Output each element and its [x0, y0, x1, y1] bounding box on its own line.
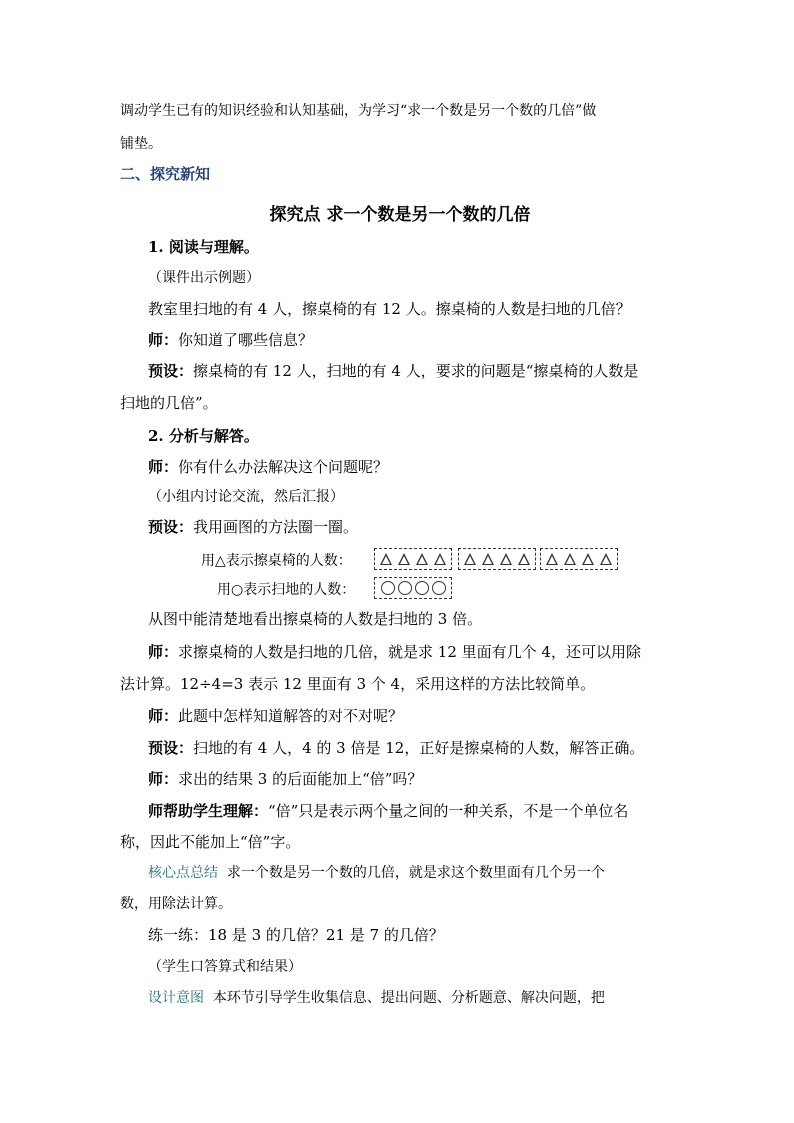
part2-teacher1-line [148, 457, 678, 477]
teacher-label: 师： [148, 331, 179, 349]
circle-icon [398, 581, 412, 595]
teacher-text: 求擦桌椅的人数是扫地的几倍，就是求 12 里面有几个 4，还可以用除 [178, 643, 641, 661]
practice-note: （学生口答算式和结果） [148, 959, 302, 975]
preset-label: 预设： [148, 362, 194, 380]
triangle-group-box [540, 548, 618, 570]
preset-text: 擦桌椅的有 12 人，扫地的有 4 人，要求的问题是“擦桌椅的人数是 [193, 362, 639, 380]
summary-label: 核心点总结 [148, 865, 218, 881]
help-label: 师帮助学生理解： [148, 802, 269, 820]
page-title: 探究点 求一个数是另一个数的几倍 [269, 205, 531, 225]
teacher-label: 师： [148, 643, 179, 661]
part2-teacher4-line [148, 769, 678, 789]
circle-icon [415, 581, 429, 595]
teacher-text: 求出的结果 3 的后面能加上“倍”吗？ [178, 770, 423, 788]
design-label: 设计意图 [148, 990, 204, 1006]
summary-continued: 数，用除法计算。 [120, 896, 232, 912]
part1-heading: 1. 阅读与理解。 [148, 238, 259, 256]
section-heading: 二、探究新知 [120, 165, 211, 183]
help-text: “倍”只是表示两个量之间的一种关系，不是一个单位名 [268, 802, 629, 820]
summary-line [148, 863, 678, 883]
part2-preset1-line [148, 517, 678, 537]
teacher-text: 你有什么办法解决这个问题呢？ [178, 458, 389, 476]
triangle-icon [518, 553, 530, 565]
circle-group-box [374, 577, 452, 599]
triangle-icon [380, 553, 392, 565]
design-text: 本环节引导学生收集信息、提出问题、分析题意、解决问题，把 [212, 990, 605, 1006]
teacher-label: 师： [148, 458, 179, 476]
part1-problem: 教室里扫地的有 4 人，擦桌椅的有 12 人。擦桌椅的人数是扫地的几倍？ [148, 300, 631, 318]
part2-help-line [148, 801, 678, 821]
intro-line-2: 铺垫。 [120, 136, 162, 152]
triangle-row-label: 用△表示擦桌椅的人数： [201, 553, 352, 569]
teacher-text: 你知道了哪些信息？ [178, 331, 314, 349]
triangle-group-box [458, 548, 536, 570]
intro-line-1: 调动学生已有的知识经验和认知基础，为学习“求一个数是另一个数的几倍”做 [120, 103, 597, 119]
part2-preset2-line [148, 738, 678, 758]
preset-label: 预设： [148, 739, 194, 757]
teacher-label: 师： [148, 770, 179, 788]
circle-icon [432, 581, 446, 595]
triangle-icon [546, 553, 558, 565]
part1-preset-continued: 扫地的几倍”。 [120, 394, 218, 412]
triangle-icon [464, 553, 476, 565]
summary-text: 求一个数是另一个数的几倍，就是求这个数里面有几个另一个 [226, 865, 605, 881]
triangle-icon [500, 553, 512, 565]
part2-teacher3-line [148, 706, 678, 726]
triangle-group-box [374, 548, 452, 570]
triangle-icon [564, 553, 576, 565]
part2-note: （小组内讨论交流，然后汇报） [148, 489, 344, 505]
preset-text: 扫地的有 4 人，4 的 3 倍是 12，正好是擦桌椅的人数，解答正确。 [193, 739, 645, 757]
triangle-icon [482, 553, 494, 565]
part2-conclusion: 从图中能清楚地看出擦桌椅的人数是扫地的 3 倍。 [148, 610, 483, 628]
preset-label: 预设： [148, 518, 194, 536]
circle-icon [381, 581, 395, 595]
part2-teacher2-line [148, 642, 678, 662]
preset-text: 我用画图的方法圈一圈。 [193, 518, 359, 536]
design-intent-line [148, 988, 678, 1008]
triangle-icon [398, 553, 410, 565]
triangle-icon [416, 553, 428, 565]
part2-teacher2-continued: 法计算。12÷4=3 表示 12 里面有 3 个 4，采用这样的方法比较简单。 [120, 675, 596, 693]
part1-preset-line [148, 361, 678, 381]
part2-heading: 2. 分析与解答。 [148, 427, 259, 445]
triangle-icon [600, 553, 612, 565]
part2-help-continued: 称，因此不能加上“倍”字。 [120, 833, 301, 851]
part1-note: （课件出示例题） [148, 270, 260, 286]
triangle-icon [434, 553, 446, 565]
teacher-text: 此题中怎样知道解答的对不对呢？ [178, 707, 404, 725]
triangle-icon [582, 553, 594, 565]
teacher-label: 师： [148, 707, 179, 725]
circle-row-label: 用○表示扫地的人数： [217, 582, 356, 598]
part1-teacher-line [148, 330, 678, 350]
practice-line: 练一练：18 是 3 的几倍？21 是 7 的几倍？ [148, 926, 444, 944]
